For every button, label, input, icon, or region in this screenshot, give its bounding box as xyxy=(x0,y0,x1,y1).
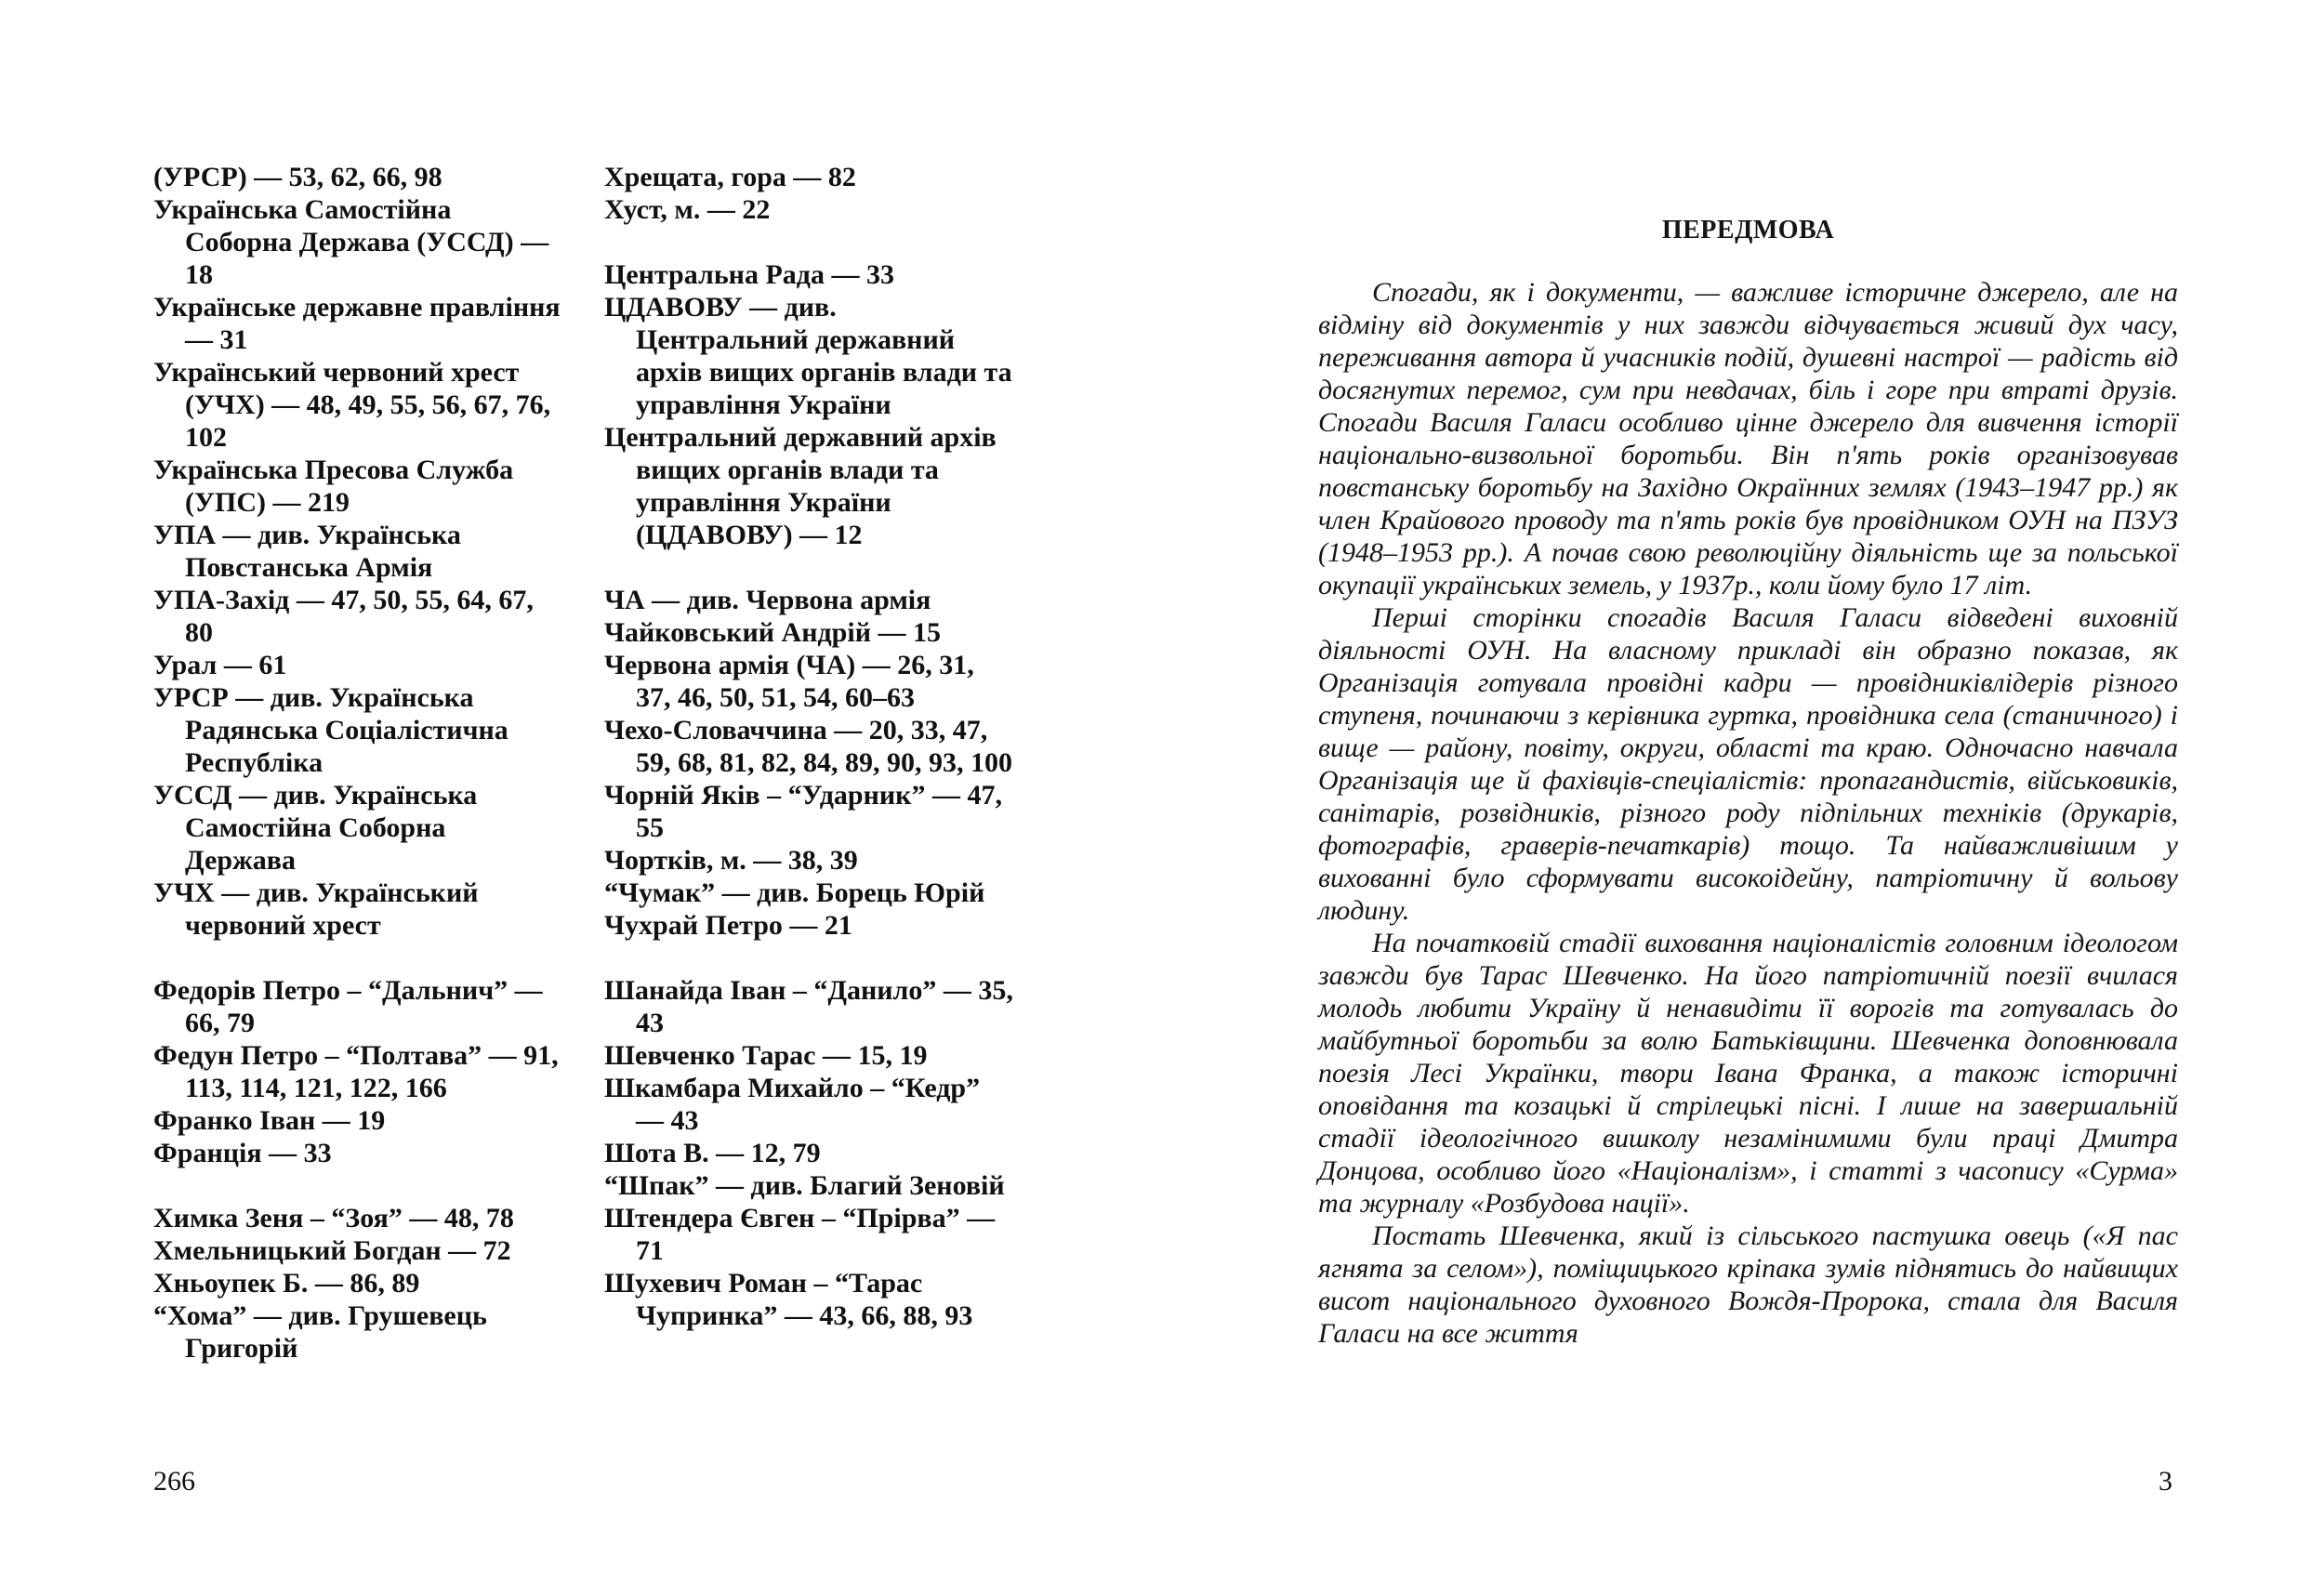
letter-group-gap xyxy=(604,942,1013,974)
index-entry: Хрещата, гора — 82 xyxy=(604,162,856,192)
index-entry: Українська Пресова Служба (УПС) — 219 xyxy=(153,455,514,518)
index-entry: Шухевич Роман – “Тарас Чупринка” — 43, 66, 88, 93 xyxy=(604,1268,973,1331)
index-entry: УПА-Захід — 47, 50, 55, 64, 67, 80 xyxy=(153,585,534,648)
index-entry: Центральний державний архів вищих органів влади та управління України (ЦДАВОВУ) — 12 xyxy=(604,422,997,550)
index-entry: “Хома” — див. Грушевець Григорій xyxy=(153,1300,487,1364)
index-entry: Хуст, м. — 22 xyxy=(604,194,771,225)
index-entry: Федорів Петро – “Дальнич” — 66, 79 xyxy=(153,975,543,1038)
letter-group-gap xyxy=(153,1169,562,1202)
index-entry: Шкамбара Михайло – “Кедр” — 43 xyxy=(604,1073,981,1136)
index-entry: ЧА — див. Червона армія xyxy=(604,585,931,615)
index-entry: “Чумак” — див. Борець Юрій xyxy=(604,877,985,908)
index-entry: УПА — див. Українська Повстанська Армія xyxy=(153,520,461,583)
index-entry: Чортків, м. — 38, 39 xyxy=(604,845,858,876)
page-number-right: 3 xyxy=(2159,1466,2172,1497)
index-entry: Штендера Євген – “Прірва” — 71 xyxy=(604,1203,996,1266)
index-entry: Шота В. — 12, 79 xyxy=(604,1138,821,1168)
letter-group-gap xyxy=(604,226,1013,258)
page-number-left: 266 xyxy=(153,1466,195,1497)
letter-group-gap xyxy=(153,942,562,974)
foreword-paragraph: Спогади, як і документи, — важливе історичне джерело, але на відміну від документів у них завжди відчувається живий дух часу, переживання автора й учасників подій, душевні настрої — радість від досягнутих перемог, сум при невдачах, біль і горе при втраті друзів. Спогади Василя Галаси особливо цінне джерело для вивчення історії національно-визвольної боротьби. Він п'ять років організовував повстанську боротьбу на Західно Окраїнних землях (1943–1947 рр.) як член Крайового проводу та п'ять років був провідником ОУН на ПЗУЗ (1948–1953 рр.). А почав свою революційну діяльність ще за польської окупації українських земель, у 1937р., коли йому було 17 літ. xyxy=(1318,277,2178,600)
index-entry: Федун Петро – “Полтава” — 91, 113, 114, 121, 122, 166 xyxy=(153,1040,559,1103)
index-entry: Українське державне правління — 31 xyxy=(153,292,561,355)
index-entry: Чехо-Словаччина — 20, 33, 47, 59, 68, 81, 82, 84, 89, 90, 93, 100 xyxy=(604,715,1012,778)
index-entry: Химка Зеня – “Зоя” — 48, 78 xyxy=(153,1203,514,1233)
foreword-paragraph: Перші сторінки спогадів Василя Галаси відведені виховній діяльності ОУН. На власному прикладі він образно показав, як Організація готувала провідні кадри — провідниківлідерів різного ступеня, починаючи з керівника гуртка, провідника села (станичного) і вище — району, повіту, округи, області та краю. Одночасно навчала Організація ще й фахівців-спеціалістів: пропагандистів, військовиків, санітарів, розвідників, різного роду підпільних техніків (друкарів, фотографів, граверів-печаткарів) тощо. Та найважливішим у вихованні було сформувати високоідейну, патріотичну й вольову людину. xyxy=(1318,602,2178,926)
index-entry: Центральна Рада — 33 xyxy=(604,259,894,290)
index-entry: Чорній Яків – “Ударник” — 47, 55 xyxy=(604,780,1002,843)
index-entry: “Шпак” — див. Благий Зеновій xyxy=(604,1170,1005,1201)
index-entry: Українська Самостійна Соборна Держава (УССД) — 18 xyxy=(153,194,549,290)
index-entry: ЦДАВОВУ — див. Центральний державний архів вищих органів влади та управління України xyxy=(604,292,1012,420)
index-entry: Шевченко Тарас — 15, 19 xyxy=(604,1040,928,1071)
index-entry: Чухрай Петро — 21 xyxy=(604,910,852,941)
index-entry: Хмельницький Богдан — 72 xyxy=(153,1235,511,1266)
index-entry: УРСР — див. Українська Радянська Соціалістична Республіка xyxy=(153,682,508,778)
index-entry: Червона армія (ЧА) — 26, 31, 37, 46, 50, 51, 54, 60–63 xyxy=(604,650,974,713)
foreword-heading: ПЕРЕДМОВА xyxy=(1661,216,1835,244)
index-entry: Хньоупек Б. — 86, 89 xyxy=(153,1268,420,1299)
index-entry: УЧХ — див. Український червоний хрест xyxy=(153,877,479,941)
foreword-paragraph: Постать Шевченка, який із сільського пастушка овець («Я пас ягнята за селом»), поміщицького кріпака зумів піднятись до найвищих висот національного духовного Вождя-Пророка, стала для Василя Галаси на все життя xyxy=(1318,1220,2178,1349)
index-entry: УССД — див. Українська Самостійна Соборна Держава xyxy=(153,780,478,876)
index-entry: Чайковський Андрій — 15 xyxy=(604,617,941,648)
index-entry: Франко Іван — 19 xyxy=(153,1105,386,1136)
index-column-2 xyxy=(604,161,1013,1332)
foreword xyxy=(1318,214,2178,1350)
foreword-paragraph: На початковій стадії виховання націоналістів головним ідеологом завжди був Тарас Шевченко. На його патріотичній поезії вчилася молодь любити Україну й ненавидіти її ворогів та готувалась до майбутньої боротьби за волю Батьківщини. Шевченка доповнювала поезія Лесі Українки, твори Івана Франка, а також історичні оповідання та козацькі й стрілецькі пісні. І лише на завершальній стадії ідеологічного вишколу незамінимими були праці Дмитра Донцова, особливо його «Націоналізм», і статті з часопису «Сурма» та журналу «Розбудова нації». xyxy=(1318,928,2178,1219)
index-column-1 xyxy=(153,161,562,1365)
index-entry: Український червоний хрест (УЧХ) — 48, 49, 55, 56, 67, 76, 102 xyxy=(153,357,551,453)
index-entry: Франція — 33 xyxy=(153,1138,332,1168)
index-entry: Урал — 61 xyxy=(153,650,287,680)
index-entry: Шанайда Іван – “Данило” — 35, 43 xyxy=(604,975,1013,1038)
index-entry: (УРСР) — 53, 62, 66, 98 xyxy=(153,162,442,192)
letter-group-gap xyxy=(604,551,1013,584)
